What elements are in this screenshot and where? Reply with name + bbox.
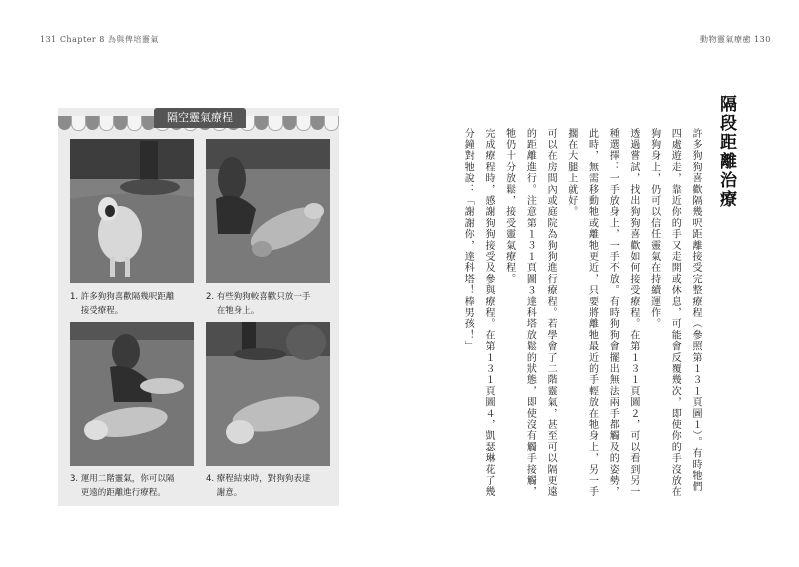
caption-1: 1. 許多狗狗喜歡隔幾呎距離 接受療程。	[70, 292, 175, 316]
photo-4	[206, 322, 330, 466]
photo-3	[70, 322, 194, 466]
sidebar-title: 隔空靈氣療程	[154, 108, 246, 128]
paragraph-4: 完成療程時，感謝狗狗接受及參與療程。在第１３１頁圖４，凱瑟琳花了幾分鐘對牠說：「謝謝你，達科塔！棒男孩！」	[462, 128, 494, 498]
paragraph-2: 透過嘗試，找出狗狗喜歡如何接受療程。在第１３１頁圖２，可以看到另一種選擇：一手放身上，一手不放。有時狗狗會擺出無法兩手都觸及的姿勢，此時，無需移動牠或離牠更近，只要將離牠最近的手輕放在牠身上，另一手擱在大腿上就好。	[565, 128, 639, 498]
photo-1	[70, 139, 194, 283]
paragraph-3: 可以在房間內或庭院為狗狗進行療程。若學會了二階靈氣，甚至可以隔更遠的距離進行。注意第１３１頁圖３達科塔放鬆的狀態，即使沒有觸手接觸，牠仍十分放鬆，接受靈氣療程。	[503, 128, 557, 498]
page-header-left: 131 Chapter 8 為與俾培靈氣	[40, 35, 159, 44]
photo-2	[206, 139, 330, 283]
caption-2: 2. 有些狗狗較喜歡只放一手 在牠身上。	[206, 292, 311, 316]
sidebar-box	[58, 108, 339, 506]
paragraph-1: 許多狗狗喜歡隔幾呎距離接受完整療程（參照第１３１頁圖１）。有時牠們四處遊走，靠近你的手又走開或休息，可能會反覆幾次，即使你的手沒放在狗狗身上，仍可以信任靈氣在持續運作。	[648, 128, 701, 498]
page-header-right: 動物靈氣療癒 130	[700, 35, 771, 44]
article-title: 隔段距離治療	[716, 95, 736, 209]
article-body	[462, 128, 705, 500]
caption-4: 4. 療程結束時，對狗狗表達 謝意。	[206, 474, 311, 498]
caption-3: 3. 運用二階靈氣，你可以隔 更遠的距離進行療程。	[70, 474, 175, 498]
